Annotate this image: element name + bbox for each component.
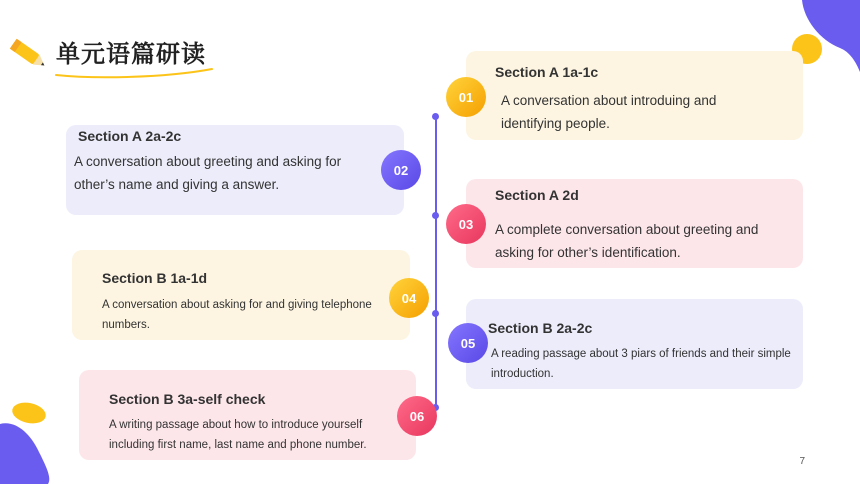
section-description: A complete conversation about greeting and asking for other’s identification. [495, 222, 759, 260]
section-card-04 [72, 250, 410, 340]
section-card-01 [466, 51, 803, 140]
section-description: A conversation about greeting and asking for other’s name and giving a answer. [74, 154, 342, 192]
timeline-dot [432, 113, 439, 120]
badge-05: 05 [448, 323, 488, 363]
section-card-05 [466, 299, 803, 389]
section-card-02 [66, 125, 404, 215]
section-heading: Section A 2d [495, 187, 579, 203]
badge-03: 03 [446, 204, 486, 244]
pencil-icon [6, 34, 50, 74]
section-card-06 [79, 370, 416, 460]
timeline-dot [432, 310, 439, 317]
timeline-line [435, 116, 437, 408]
section-card-03 [466, 179, 803, 268]
title-underline [54, 66, 214, 80]
page-number: 7 [799, 456, 805, 467]
section-heading: Section B 1a-1d [102, 270, 208, 286]
page-title: 单元语篇研读 [56, 40, 206, 68]
section-heading: Section A 2a-2c [78, 128, 182, 144]
decor-blob-bottom-left [0, 420, 52, 484]
timeline-dot [432, 212, 439, 219]
section-heading: Section B 3a-self check [109, 391, 266, 407]
badge-06: 06 [397, 396, 437, 436]
section-heading: Section A 1a-1c [495, 64, 599, 80]
section-description: A reading passage about 3 piars of friends and their simple introduction. [491, 348, 791, 380]
badge-02: 02 [381, 150, 421, 190]
badge-01: 01 [446, 77, 486, 117]
section-heading: Section B 2a-2c [488, 320, 593, 336]
section-description: A conversation about asking for and giving telephone numbers. [102, 299, 372, 331]
badge-04: 04 [389, 278, 429, 318]
section-description: A conversation about introduing and identifying people. [501, 93, 717, 131]
section-description: A writing passage about how to introduce yourself including first name, last name and phone number. [109, 419, 367, 451]
